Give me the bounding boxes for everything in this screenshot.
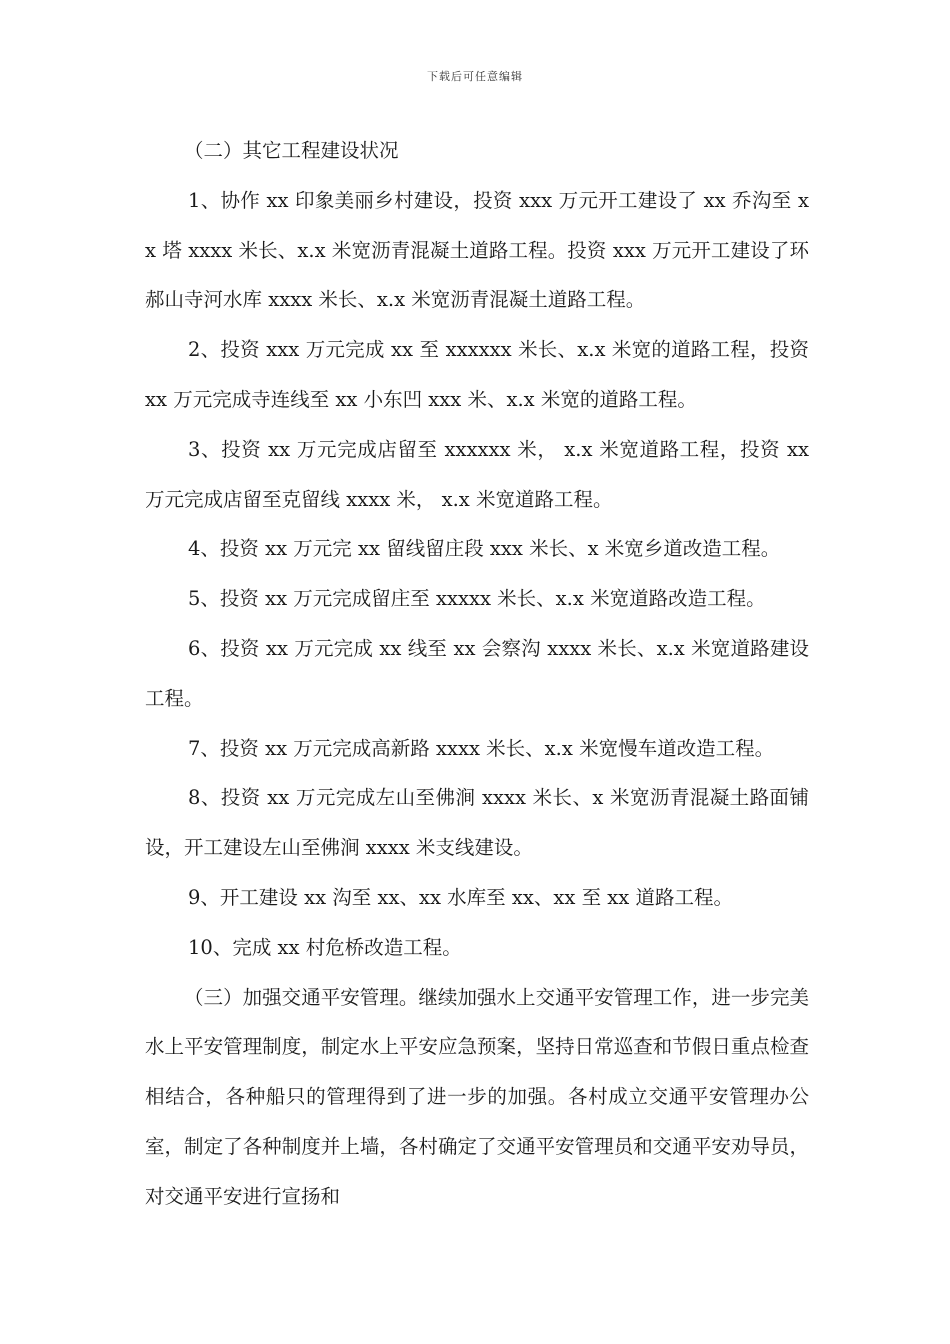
paragraph-item-2: 2、投资 xxx 万元完成 xx 至 xxxxxx 米长、x.x 米宽的道路工程，投资 xx 万元完成寺连线至 xx 小东凹 xxx 米、x.x 米宽的道路工程。 [145, 338, 809, 411]
download-note: 下载后可任意编辑 [427, 70, 523, 83]
paragraph-item-3: 3、投资 xx 万元完成店留至 xxxxxx 米， x.x 米宽道路工程，投资 xx 万元完成店留至克留线 xxxx 米， x.x 米宽道路工程。 [145, 437, 809, 511]
paragraph-item-10: 10、完成 xx 村危桥改造工程。 [188, 935, 462, 959]
paragraph-item-9: 9、开工建设 xx 沟至 xx、xx 水库至 xx、xx 至 xx 道路工程。 [188, 885, 733, 909]
paragraph-item-6: 6、投资 xx 万元完成 xx 线至 xx 会察沟 xxxx 米长、x.x 米宽道路建设工程。 [145, 636, 809, 710]
section-heading-2: （二）其它工程建设状况 [184, 139, 399, 162]
paragraph-item-4: 4、投资 xx 万元完 xx 留线留庄段 xxx 米长、x 米宽乡道改造工程。 [188, 537, 781, 561]
paragraph-item-8: 8、投资 xx 万元完成左山至佛涧 xxxx 米长、x 米宽沥青混凝土路面铺设，开工建设左山至佛涧 xxxx 米支线建设。 [145, 786, 809, 860]
paragraph-item-7: 7、投资 xx 万元完成高新路 xxxx 米长、x.x 米宽慢车道改造工程。 [188, 736, 775, 760]
document-body [145, 126, 809, 1222]
section-paragraph-3: （三）加强交通平安管理。继续加强水上交通平安管理工作，进一步完美水上平安管理制度，制定水上平安应急预案，坚持日常巡查和节假日重点检查相结合，各种船只的管理得到了进一步的加强。各村成立交通平安管理办公室，制定了各种制度并上墙，各村确定了交通平安管理员和交通平安劝导员，对交通平安进行宣扬和 [145, 985, 809, 1208]
paragraph-item-1: 1、协作 xx 印象美丽乡村建设，投资 xxx 万元开工建设了 xx 乔沟至 xx 塔 xxxx 米长、x.x 米宽沥青混凝土道路工程。投资 xxx 万元开工建设了环郝山寺河水库 xxxx 米长、x.x 米宽沥青混凝土道路工程。 [145, 188, 809, 312]
paragraph-item-5: 5、投资 xx 万元完成留庄至 xxxxx 米长、x.x 米宽道路改造工程。 [188, 587, 766, 611]
